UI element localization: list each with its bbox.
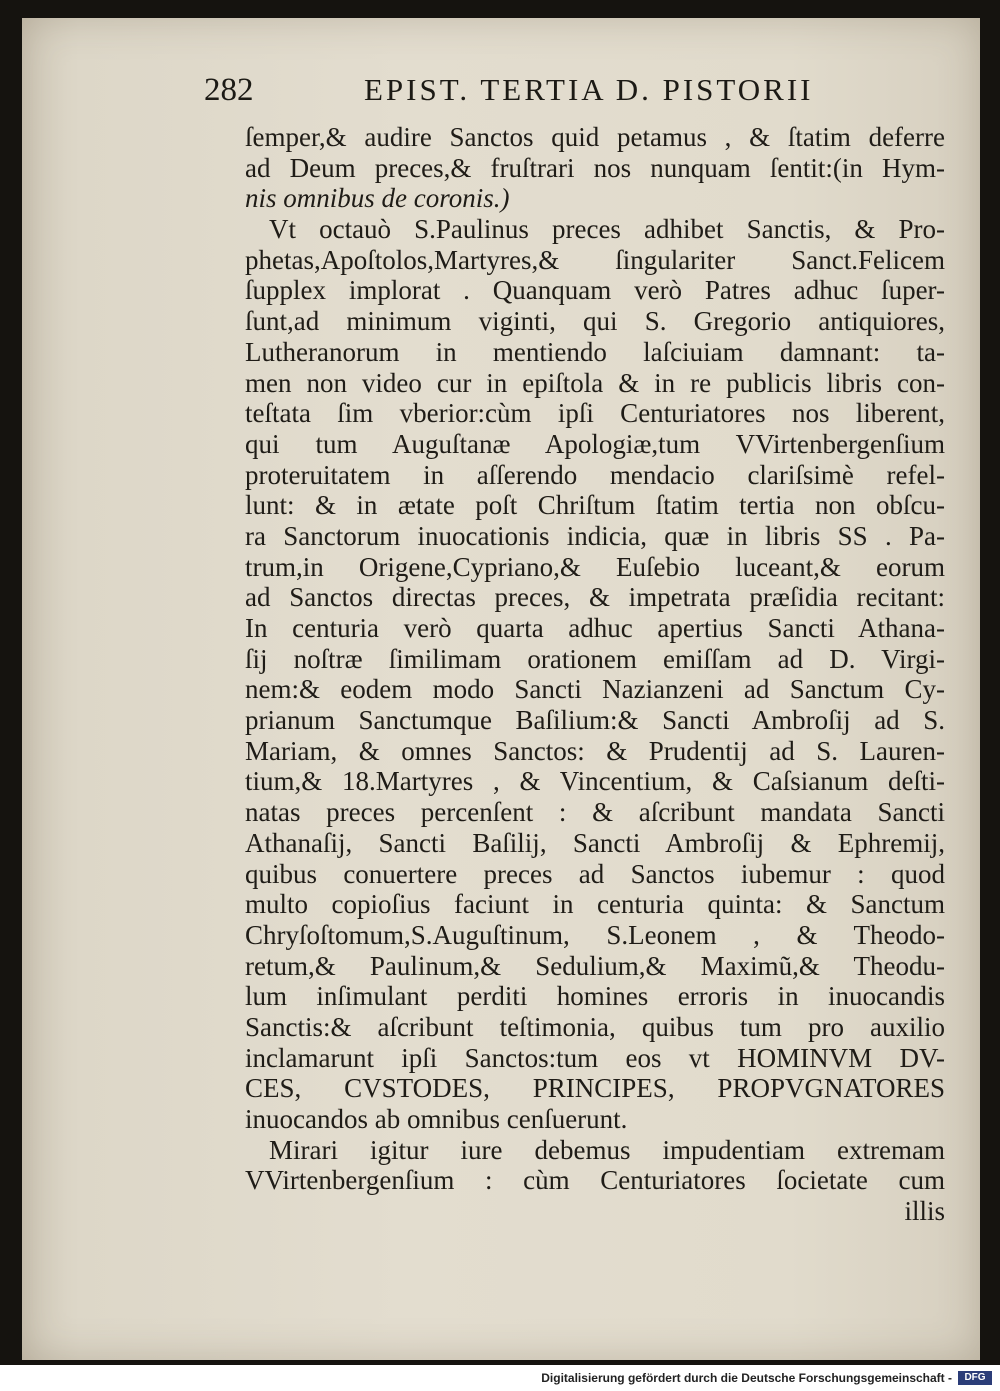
running-title: EPIST. TERTIA D. PISTORII (364, 72, 814, 107)
text-line: nem:& eodem modo Sancti Nazianzeni ad Sanctum Cy- (245, 674, 945, 705)
text-line: CES, CVSTODES, PRINCIPES, PROPVGNATORES (245, 1073, 945, 1104)
page-header (204, 72, 844, 116)
text-line: tium,& 18.Martyres , & Vincentium, & Caſsianum deſti- (245, 766, 945, 797)
text-line: ſupplex implorat . Quanquam verò Patres adhuc ſuper- (245, 275, 945, 306)
text-line: phetas,Apoſtolos,Martyres,& ſingulariter Sanct.Felicem (245, 244, 945, 275)
text-line: Chryſoſtomum,S.Auguſtinum, S.Leonem , & Theodo- (245, 919, 945, 950)
text-line: ſemper,& audire Sanctos quid petamus , & ſtatim deferre (245, 122, 945, 152)
dfg-logo-icon: DFG (958, 1371, 992, 1385)
paragraph-start-line: Vt octauò S.Paulinus preces adhibet Sanctis, & Pro- (269, 214, 945, 245)
text-line: multo copioſius faciunt in centuria quinta: & Sanctum (245, 889, 945, 920)
text-line: proteruitatem in aſſerendo mendacio clariſsimè refel- (245, 459, 945, 490)
text-line: teſtata ſim vberior:cùm ipſi Centuriatores nos liberent, (245, 398, 945, 429)
catchword: illis (904, 1196, 945, 1227)
digitization-footer (0, 1365, 1000, 1391)
body-text (245, 122, 945, 1227)
text-line: Mariam, & omnes Sanctos: & Prudentij ad S. Lauren- (245, 735, 945, 766)
paragraph-start-line: Mirari igitur iure debemus impudentiam extremam (269, 1134, 945, 1165)
text-line: lum inſimulant perditi homines erroris in inuocandis (245, 981, 945, 1012)
text-line: ſunt,ad minimum viginti, qui S. Gregorio antiquiores, (245, 306, 945, 337)
text-line: retum,& Paulinum,& Sedulium,& Maximũ,& Theodu- (245, 950, 945, 981)
text-line: ad Deum preces,& fruſtrari nos nunquam ſentit:(in Hym- (245, 152, 945, 183)
text-line: inuocandos ab omnibus cenſuerunt. (245, 1104, 628, 1134)
text-line: In centuria verò quarta adhuc apertius Sancti Athana- (245, 613, 945, 643)
text-line: Athanaſij, Sancti Baſilij, Sancti Ambroſij & Ephremij, (245, 827, 945, 858)
text-line: ad Sanctos directas preces, & impetrata præſidia recitant: (245, 582, 945, 613)
text-line: quibus conuertere preces ad Sanctos iubemur : quod (245, 858, 945, 889)
text-line: nis omnibus de coronis.) (245, 183, 510, 214)
text-line: qui tum Auguſtanæ Apologiæ,tum VVirtenbergenſium (245, 428, 945, 459)
page-number: 282 (204, 72, 254, 108)
text-line: trum,in Origene,Cypriano,& Euſebio luceant,& eorum (245, 551, 945, 582)
text-line: ſij noſtræ ſimilimam orationem emiſſam ad D. Virgi- (245, 643, 945, 674)
text-line: ra Sanctorum inuocationis indicia, quæ in libris SS . Pa- (245, 520, 945, 551)
text-line: lunt: & in ætate poſt Chriſtum ſtatim tertia non obſcu- (245, 490, 945, 521)
text-line: Lutheranorum in mentiendo laſciuiam damnant: ta- (245, 336, 945, 367)
text-line: Sanctis:& aſcribunt teſtimonia, quibus tum pro auxilio (245, 1011, 945, 1042)
text-line: VVirtenbergenſium : cùm Centuriatores ſocietate cum (245, 1165, 945, 1196)
text-line: natas preces percenſent : & aſcribunt mandata Sancti (245, 797, 945, 828)
digitization-credit: Digitalisierung gefördert durch die Deutsche Forschungsgemeinschaft - (541, 1371, 952, 1385)
text-line: prianum Sanctumque Baſilium:& Sancti Ambroſij ad S. (245, 705, 945, 736)
text-line: men non video cur in epiſtola & in re publicis libris con- (245, 367, 945, 398)
text-line: inclamarunt ipſi Sanctos:tum eos vt HOMINVM DV- (245, 1042, 945, 1073)
